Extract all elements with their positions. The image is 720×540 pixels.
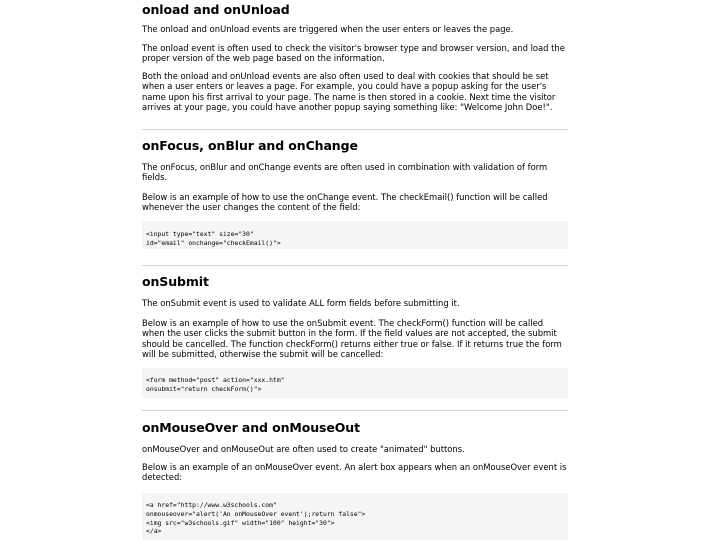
code-block-onchange: <input type="text" size="30" id="email" onchange="checkEmail()">	[142, 221, 568, 249]
heading-onload: onload and onUnload	[142, 2, 290, 17]
code-block-onmouseover: <a href="http://www.w3schools.com" onmouseover="alert('An onMouseOver event');return false"> <img src="w3schools.gif" width="100" height="30"> </a>	[142, 493, 568, 540]
onload-paragraph-1: The onload and onUnload events are triggered when the user enters or leaves the page.	[142, 24, 514, 34]
divider	[142, 265, 568, 266]
onload-paragraph-2: The onload event is often used to check the visitor's browser type and browser version, and load the proper version of the web page based on the information.	[142, 43, 565, 64]
onmouseover-paragraph-1: onMouseOver and onMouseOut are often used to create "animated" buttons.	[142, 444, 465, 454]
onmouseover-paragraph-2: Below is an example of an onMouseOver event. An alert box appears when an onMouseOver event is detected:	[142, 462, 567, 483]
onfocus-paragraph-1: The onFocus, onBlur and onChange events are often used in combination with validation of form fields.	[142, 162, 548, 183]
divider	[142, 410, 568, 411]
onsubmit-paragraph-1: The onSubmit event is used to validate ALL form fields before submitting it.	[142, 298, 460, 308]
heading-onfocus: onFocus, onBlur and onChange	[142, 138, 358, 153]
code-block-onsubmit: <form method="post" action="xxx.htm" onsubmit="return checkForm()">	[142, 368, 568, 398]
onsubmit-paragraph-2: Below is an example of how to use the onSubmit event. The checkForm() function will be called when the user clicks the submit button in the form. If the field values are not accepted, the submit should be cancelled. The function checkForm() returns either true or false. If it returns true the form will be submitted, otherwise the submit will be cancelled:	[142, 318, 562, 360]
onload-paragraph-3: Both the onload and onUnload events are also often used to deal with cookies that should be set when a user enters or leaves a page. For example, you could have a popup asking for the user's name upon his first arrival to your page. The name is then stored in a cookie. Next time the visitor arrives at your page, you could have another popup saying something like: "Welcome John Doe!".	[142, 71, 556, 113]
onfocus-paragraph-2: Below is an example of how to use the onChange event. The checkEmail() function will be called whenever the user changes the content of the field:	[142, 192, 548, 213]
heading-onmouseover: onMouseOver and onMouseOut	[142, 420, 360, 435]
divider	[142, 129, 568, 130]
heading-onsubmit: onSubmit	[142, 274, 209, 289]
